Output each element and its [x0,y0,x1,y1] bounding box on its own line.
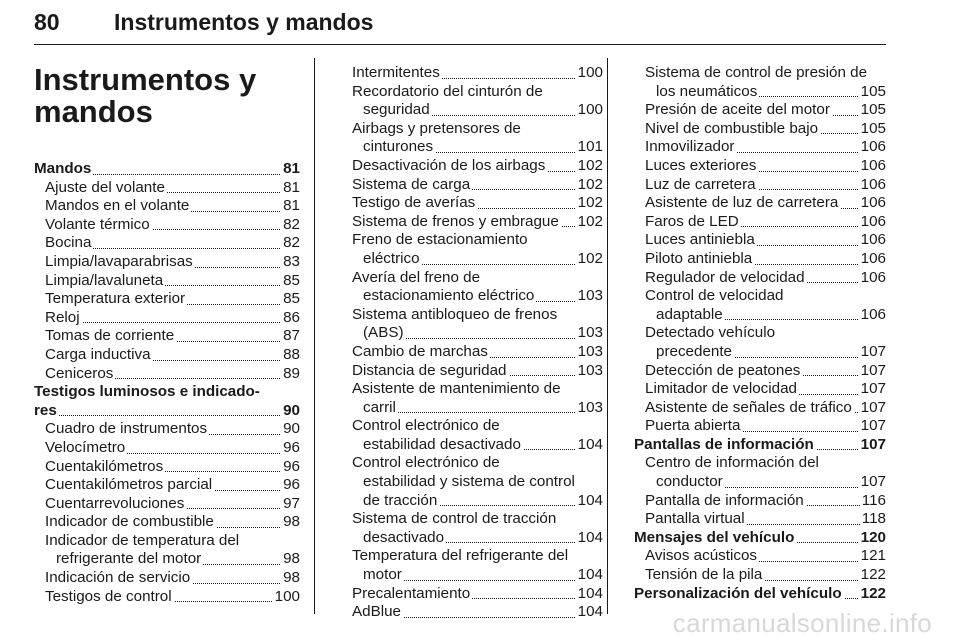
toc-entry-title: Desactivación de los airbags [352,156,546,174]
toc-entry-title: Avisos acústicos [645,547,757,565]
toc-entry-page: 102 [577,249,603,267]
toc-entry [34,439,300,458]
toc-entry-page: 100 [577,101,603,119]
toc-entry-title: Pantallas de información [634,435,814,453]
toc-entry-title: precedente [656,342,732,360]
toc-entry [634,231,886,250]
toc-entry-title: Temperatura exterior [45,290,186,308]
toc-entry-title: Indicación de servicio [45,569,191,587]
toc-entry [34,179,300,198]
dot-leader [34,415,300,416]
toc-entry [341,454,603,473]
toc-column-1 [34,64,300,606]
toc-entry-page: 103 [577,342,603,360]
toc-entry [634,380,886,399]
toc-entry-title: seguridad [363,101,430,119]
toc-entry-title: Asistente de luz de carretera [645,194,839,212]
toc-entry-page: 81 [283,178,300,196]
toc-entry-page: 104 [577,584,603,602]
toc-entry-page: 85 [283,290,300,308]
toc-entry [634,157,886,176]
toc-entry-page: 83 [283,252,300,270]
toc-entry-page: 102 [577,212,603,230]
watermark: carmanualsonline.info [672,608,932,638]
toc-entry-page: 102 [577,194,603,212]
toc-entry-page: 101 [577,138,603,156]
toc-entry [634,324,886,343]
toc-entry-page: 104 [577,528,603,546]
toc-entry-title: Indicador de combustible [45,513,214,531]
toc-entry-title: Sistema de control de presión de [645,64,868,81]
toc-entry [341,120,603,139]
toc-entry [341,176,603,195]
toc-entry-title: Recordatorio del cinturón de [352,82,543,100]
toc-entry [634,529,886,548]
toc-entry-title: Centro de información del [645,454,819,472]
toc-entry-page: 97 [283,494,300,512]
toc-entry [341,417,603,436]
toc-entry-title: Control electrónico de [352,454,500,472]
toc-entry-page: 121 [860,547,886,565]
toc-entry-page: 105 [860,119,886,137]
toc-entry [341,269,603,288]
toc-entry [34,532,300,551]
toc-entry-title: Testigos luminosos e indicado- [34,383,260,401]
toc-entry-page: 82 [283,215,300,233]
toc-entry [341,473,603,492]
toc-entry [634,566,886,585]
toc-entry-title: Carga inductiva [45,345,151,363]
toc-entry-title: Testigos de control [45,587,172,605]
toc-entry-page: 106 [860,138,886,156]
toc-entry [34,253,300,272]
toc-entry-title: Pantalla virtual [645,510,745,528]
toc-entry [634,492,886,511]
toc-entry-page: 104 [577,603,603,621]
toc-entry [634,213,886,232]
toc-entry [634,306,886,325]
toc-entry-title: Cuentakilómetros parcial [45,476,213,494]
toc-entry-title: Precalentamiento [352,584,471,602]
toc-entry-title: Pantalla de información [645,491,804,509]
toc-entry [34,458,300,477]
toc-entry-page: 106 [860,194,886,212]
toc-entry-page: 87 [283,327,300,345]
toc-entry-page: 106 [860,212,886,230]
toc-entry-page: 107 [860,435,886,453]
dot-leader [363,412,603,413]
toc-entry [34,420,300,439]
toc-entry-title: Nivel de combustible bajo [645,119,819,137]
toc-entry-page: 104 [577,435,603,453]
toc-entry-title: Regulador de velocidad [645,268,805,286]
toc-entry [341,138,603,157]
toc-entry-title: Sistema antibloqueo de frenos [352,305,558,323]
toc-entry-title: estabilidad y sistema de control [363,473,575,491]
toc-entry-title: Puerta abierta [645,417,741,435]
toc-entry [634,101,886,120]
toc-entry [34,495,300,514]
toc-entry-title: desactivado [363,528,445,546]
toc-entry [634,473,886,492]
toc-entry [341,213,603,232]
toc-entry-page: 118 [861,510,886,528]
toc-entry-title: Ajuste del volante [45,178,165,196]
toc-entry [341,603,603,622]
toc-entry-title: Temperatura del refrigerante del [352,547,569,565]
toc-entry [634,510,886,529]
toc-entry-title: Asistente de mantenimiento de [352,380,561,398]
toc-entry-page: 120 [860,528,886,546]
toc-entry-page: 106 [860,231,886,249]
toc-entry-title: refrigerante del motor [56,550,202,568]
toc-entry-title: Cambio de marchas [352,342,488,360]
toc-entry [341,362,603,381]
toc-entry-page: 98 [283,513,300,531]
toc-entry [341,547,603,566]
toc-entry-page: 107 [860,380,886,398]
toc-entry-title: Tomas de corriente [45,327,175,345]
toc-entry-page: 98 [283,569,300,587]
toc-entry-title: Sistema de control de tracción [352,510,557,528]
toc-entry [634,120,886,139]
toc-entry-title: Mandos [34,160,92,177]
toc-entry-title: (ABS) [363,324,404,342]
toc-entry [341,510,603,529]
toc-entry [341,343,603,362]
toc-entry-page: 96 [283,457,300,475]
toc-entry [34,588,300,607]
toc-entry-title: Detectado vehículo [645,324,776,342]
toc-entry [34,365,300,384]
toc-entry-page: 103 [577,324,603,342]
running-title: Instrumentos y mandos [114,9,374,35]
toc-entry [341,83,603,102]
toc-entry [634,399,886,418]
toc-entry-title: Ceniceros [45,364,114,382]
toc-entry [634,287,886,306]
toc-entry-page: 122 [860,584,886,602]
toc-entry-title: Luces exteriores [645,156,757,174]
toc-entry-page: 89 [283,364,300,382]
toc-entry-page: 104 [577,491,603,509]
toc-entry-page: 98 [283,550,300,568]
toc-entry-title: Cuadro de instrumentos [45,420,208,438]
toc-entry-page: 102 [577,175,603,193]
toc-entry-page: 107 [860,361,886,379]
toc-entry-page: 106 [860,305,886,323]
toc-entry [34,346,300,365]
toc-entry-title: Airbags y pretensores de [352,119,521,137]
toc-entry-title: Bocina [45,234,92,252]
toc-entry-title: Velocímetro [45,438,126,456]
toc-entry [34,197,300,216]
toc-entry [34,216,300,235]
toc-entry-page: 106 [860,268,886,286]
toc-entry-page: 96 [283,438,300,456]
toc-entry-title: Limpia/lavaparabrisas [45,252,193,270]
toc-entry-title: cinturones [363,138,434,156]
toc-entry-title: carril [363,398,396,416]
toc-entry [341,157,603,176]
page-header [34,4,886,44]
toc-entry-title: de tracción [363,491,438,509]
toc-entry-title: adaptable [656,305,723,323]
toc-entry-page: 105 [860,82,886,100]
toc-entry-page: 103 [577,287,603,305]
toc-entry [634,269,886,288]
toc-entry [634,417,886,436]
toc-entry-title: Control electrónico de [352,417,500,435]
column-divider [607,58,608,614]
toc-entry-page: 106 [860,175,886,193]
toc-entry-title: Volante térmico [45,215,150,233]
toc-entry-title: Cuentarrevoluciones [45,494,185,512]
toc-entry-page: 81 [283,197,300,215]
toc-entry [34,160,300,179]
toc-entry [34,383,300,402]
toc-entry-title: Distancia de seguridad [352,361,507,379]
toc-entry-title: Reloj [45,308,80,326]
toc-entry [634,83,886,102]
toc-entry-title: estabilidad desactivado [363,435,521,453]
toc-entry [341,64,603,83]
toc-entry-title: Faros de LED [645,212,739,230]
toc-entry [341,492,603,511]
toc-entry [634,585,886,604]
toc-entry-page: 116 [861,491,886,509]
toc-entry [634,250,886,269]
toc-entry [341,436,603,455]
toc-entry-title: Freno de estacionamiento [352,231,528,249]
toc-entry [34,513,300,532]
toc-entry-title: Piloto antiniebla [645,249,753,267]
toc-entry [341,399,603,418]
toc-entry-page: 107 [860,398,886,416]
toc-entry [341,194,603,213]
toc-column-2 [341,64,603,622]
section-title: Instrumentos y mandos [34,62,257,129]
toc-entry [34,309,300,328]
toc-entry-title: Limpia/lavaluneta [45,271,164,289]
toc-entry-page: 102 [577,156,603,174]
toc-entry-page: 82 [283,234,300,252]
toc-entry-title: Inmovilizador [645,138,735,156]
toc-entry-title: conductor [656,473,723,491]
toc-entry-page: 90 [283,401,300,419]
toc-entry-title: Mandos en el volante [45,197,190,215]
toc-entry-page: 107 [860,417,886,435]
toc-entry [634,343,886,362]
dot-leader [45,322,300,323]
toc-entry-title: Control de velocidad [645,287,784,305]
toc-entry-title: res [34,401,57,419]
toc-entry [634,547,886,566]
toc-entry [34,272,300,291]
toc-entry-title: Indicador de temperatura del [45,531,240,549]
toc-entry-title: Testigo de averías [352,194,476,212]
toc-entry-title: Intermitentes [352,64,440,81]
toc-entry-title: Limitador de velocidad [645,380,797,398]
toc-entry [634,138,886,157]
toc-entry [341,566,603,585]
toc-entry [341,287,603,306]
toc-entry [34,234,300,253]
toc-entry-page: 100 [274,587,300,605]
toc-entry-page: 104 [577,566,603,584]
toc-entry-title: Avería del freno de [352,268,481,286]
toc-entry-page: 106 [860,156,886,174]
toc-entry [34,290,300,309]
toc-entry-page: 122 [860,566,886,584]
toc-entry-title: Mensajes del vehículo [634,528,795,546]
toc-entry-page: 103 [577,398,603,416]
toc-entry-page: 85 [283,271,300,289]
toc-entry-title: los neumáticos [656,82,758,100]
toc-entry [34,402,300,421]
toc-entry-page: 106 [860,249,886,267]
toc-entry [634,64,886,83]
toc-entry-title: Cuentakilómetros [45,457,164,475]
toc-entry [34,476,300,495]
toc-entry [634,362,886,381]
page-number: 80 [34,9,60,35]
toc-entry-title: Luces antiniebla [645,231,755,249]
toc-entry [34,327,300,346]
toc-entry [341,380,603,399]
toc-entry-page: 107 [860,473,886,491]
toc-entry-title: AdBlue [352,603,401,621]
toc-entry-page: 88 [283,345,300,363]
toc-entry-page: 96 [283,476,300,494]
toc-entry-title: Asistente de señales de tráfico [645,398,852,416]
toc-entry-title: Tensión de la pila [645,566,763,584]
toc-entry [341,324,603,343]
header-rule [34,44,886,45]
toc-entry [341,306,603,325]
toc-entry [634,454,886,473]
toc-entry-page: 90 [283,420,300,438]
toc-entry [341,101,603,120]
toc-entry-title: Presión de aceite del motor [645,101,830,119]
toc-entry [634,194,886,213]
toc-entry-title: eléctrico [363,249,420,267]
toc-entry-page: 107 [860,342,886,360]
toc-entry [34,569,300,588]
toc-entry-page: 105 [860,101,886,119]
toc-entry [341,250,603,269]
toc-entry [341,585,603,604]
toc-column-3 [634,64,886,603]
toc-entry-title: Luz de carretera [645,175,756,193]
toc-entry-page: 86 [283,308,300,326]
toc-entry [634,176,886,195]
toc-entry-page: 81 [283,160,300,177]
toc-entry-page: 100 [577,64,603,81]
toc-entry [34,550,300,569]
toc-entry-title: estacionamiento eléctrico [363,287,535,305]
toc-entry [341,231,603,250]
toc-entry-title: Personalización del vehículo [634,584,842,602]
toc-entry-title: Sistema de frenos y embrague [352,212,559,230]
column-divider [314,58,315,614]
toc-entry-title: motor [363,566,402,584]
toc-entry-title: Sistema de carga [352,175,471,193]
toc-entry-title: Detección de peatones [645,361,801,379]
toc-entry-page: 103 [577,361,603,379]
toc-entry [634,436,886,455]
toc-entry [341,529,603,548]
